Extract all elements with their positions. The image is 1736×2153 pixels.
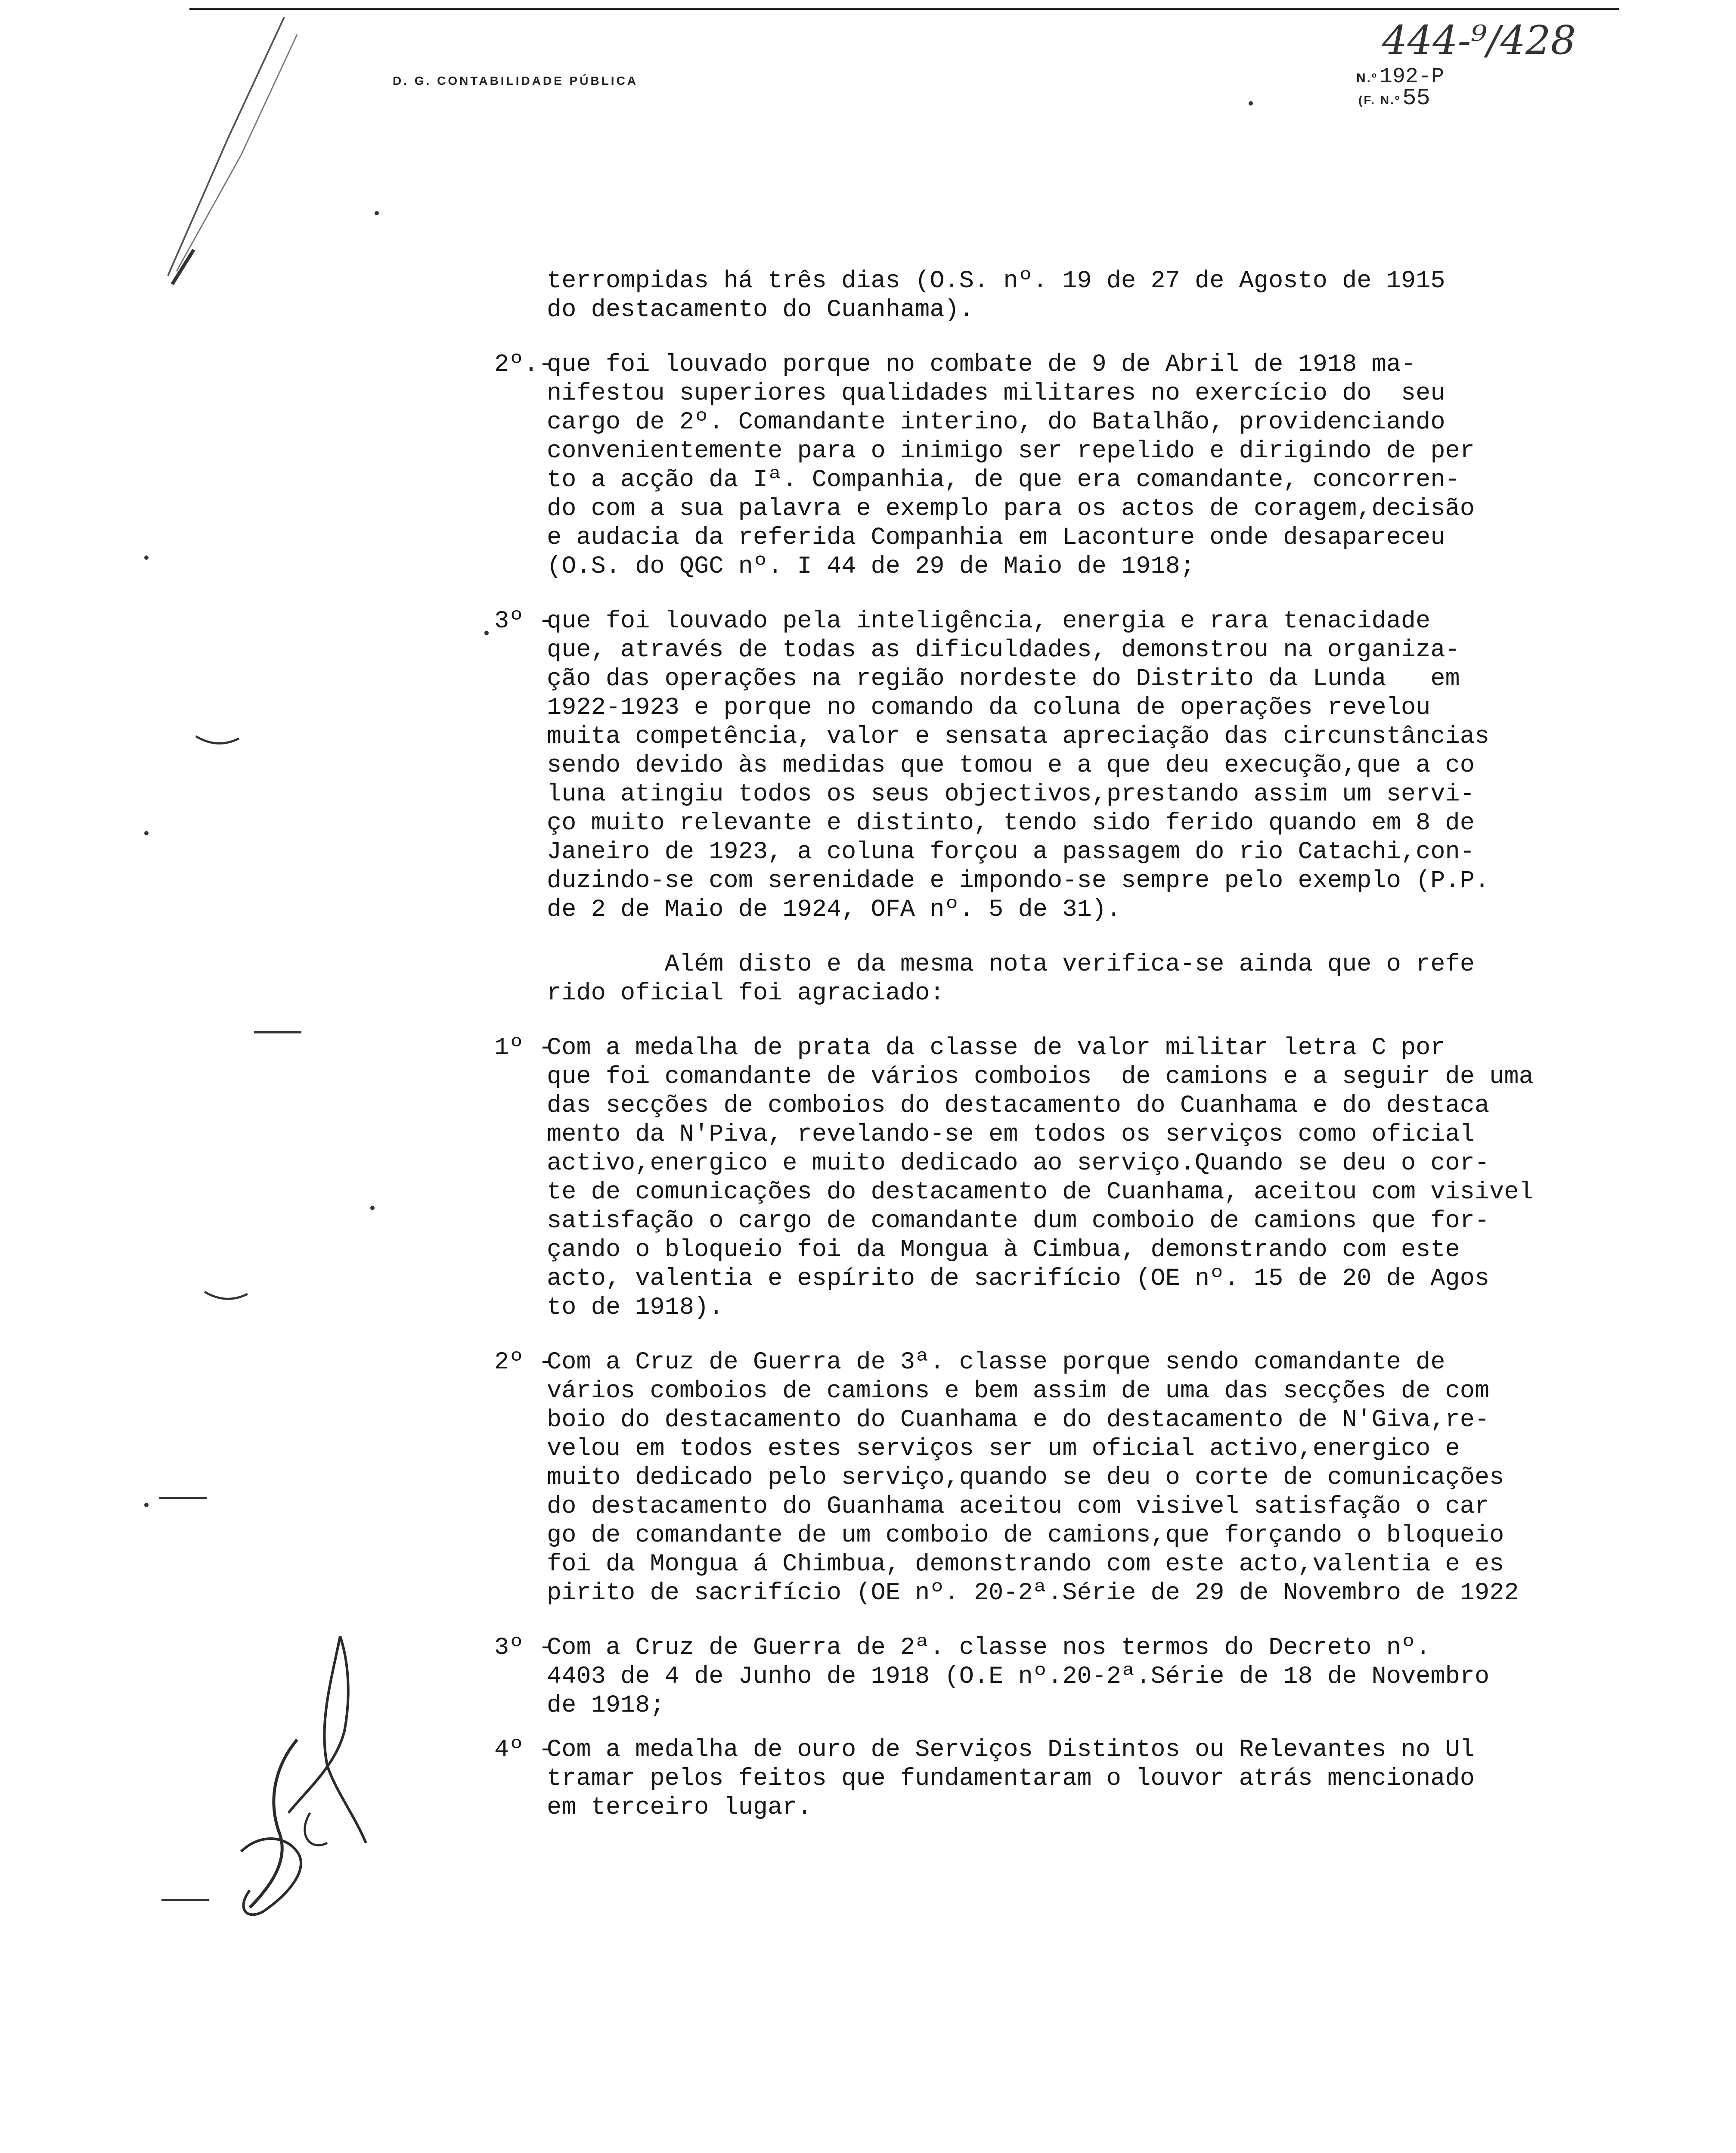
item-number: 3º - [494, 608, 553, 635]
margin-tick [159, 1497, 207, 1499]
margin-tick [254, 1031, 301, 1033]
text-line: ço muito relevante e distinto, tendo sido ferido quando em 8 de [547, 810, 1475, 837]
text-line: do destacamento do Cuanhama). [547, 296, 974, 324]
text-line: muita competência, valor e sensata apreciação das circunstâncias [547, 723, 1490, 751]
handwritten-reference: 444-⁹/428 [1382, 17, 1576, 63]
text-line: das secções de comboios do destacamento do Cuanhama e do destaca [547, 1092, 1490, 1120]
text-line: que foi comandante de vários comboios de camions e a seguir de uma [547, 1063, 1534, 1091]
text-line: go de comandante de um comboio de camions,que forçando o bloqueio [547, 1522, 1504, 1549]
text-line: çando o bloqueio foi da Mongua à Cimbua, demonstrando com este [547, 1236, 1460, 1264]
intro-paragraph [547, 950, 1597, 1008]
agraciamento-item-3 [494, 1634, 1597, 1720]
text-line: velou em todos estes serviços ser um oficial activo,energico e [547, 1435, 1460, 1463]
text-line: Com a medalha de prata da classe de valor militar letra C por [547, 1034, 1445, 1062]
scan-dot [1249, 101, 1253, 105]
text-line: nifestou superiores qualidades militares no exercício do seu [547, 380, 1445, 407]
text-line: que, através de todas as dificuldades, demonstrou na organiza- [547, 636, 1460, 664]
text-line: muito dedicado pelo serviço,quando se deu o corte de comunicações [547, 1464, 1504, 1492]
item-number: 4º - [494, 1736, 553, 1764]
text-line: Com a medalha de ouro de Serviços Distintos ou Relevantes no Ul [547, 1736, 1475, 1764]
text-line: rido oficial foi agraciado: [547, 980, 945, 1007]
scan-dot [144, 1503, 149, 1507]
item-number: 3º - [494, 1634, 553, 1662]
text-line: luna atingiu todos os seus objectivos,prestando assim um servi- [547, 781, 1475, 808]
text-line: do destacamento do Guanhama aceitou com visivel satisfação o car [547, 1493, 1490, 1520]
agraciamento-item-4 [494, 1736, 1597, 1822]
text-line: satisfação o cargo de comandante dum comboio de camions que for- [547, 1207, 1490, 1235]
text-line: duzindo-se com serenidade e impondo-se sempre pelo exemplo (P.P. [547, 867, 1490, 895]
text-line: (O.S. do QGC nº. I 44 de 29 de Maio de 1918; [547, 553, 1195, 580]
louvor-item-3 [494, 607, 1597, 924]
text-line: ção das operações na região nordeste do Distrito da Lunda em [547, 665, 1460, 693]
text-line: que foi louvado porque no combate de 9 de Abril de 1918 ma- [547, 351, 1416, 378]
louvor-item-2 [494, 351, 1597, 581]
text-line: mento da N'Piva, revelando-se em todos os serviços como oficial [547, 1121, 1475, 1148]
text-line: 4403 de 4 de Junho de 1918 (O.E nº.20-2ª.Série de 18 de Novembro [547, 1663, 1490, 1691]
text-line: 1922-1923 e porque no comando da coluna de operações revelou [547, 694, 1431, 722]
form-sub-label: (F. N.º [1358, 93, 1401, 107]
form-sub-value: 55 [1402, 85, 1430, 112]
handwritten-signature [224, 1610, 388, 1920]
text-line: te de comunicações do destacamento de Cuanhama, aceitou com visivel [547, 1179, 1534, 1206]
text-line: e audacia da referida Companhia em Laconture onde desapareceu [547, 524, 1445, 552]
text-line: Além disto e da mesma nota verifica-se ainda que o refe [547, 951, 1475, 978]
item-number: 2º - [494, 1349, 553, 1376]
text-line: de 2 de Maio de 1924, OFA nº. 5 de 31). [547, 896, 1122, 924]
text-line: sendo devido às medidas que tomou e a que deu execução,que a co [547, 752, 1475, 779]
agraciamento-item-2 [494, 1348, 1597, 1608]
text-line: cargo de 2º. Comandante interino, do Batalhão, providenciando [547, 409, 1445, 436]
text-line: Com a Cruz de Guerra de 3ª. classe porque sendo comandante de [547, 1349, 1445, 1376]
text-line: terrompidas há três dias (O.S. nº. 19 de 27 de Agosto de 1915 [547, 267, 1445, 295]
text-line: tramar pelos feitos que fundamentaram o louvor atrás mencionado [547, 1765, 1475, 1793]
text-line: vários comboios de camions e bem assim de uma das secções de com [547, 1377, 1490, 1405]
text-line: activo,energico e muito dedicado ao serviço.Quando se deu o cor- [547, 1150, 1490, 1177]
form-number-value: 192-P [1379, 65, 1444, 89]
text-line: boio do destacamento do Cuanhama e do destacamento de N'Giva,re- [547, 1406, 1490, 1434]
text-line: convenientemente para o inimigo ser repelido e dirigindo de per [547, 437, 1475, 465]
department-label: D. G. CONTABILIDADE PÚBLICA [393, 74, 639, 87]
scan-dot [484, 631, 489, 635]
margin-curve-mark [194, 732, 241, 749]
scan-dot [144, 555, 149, 560]
agraciamento-item-1 [494, 1034, 1597, 1322]
top-rule [189, 8, 1619, 10]
text-line: pirito de sacrifício (OE nº. 20-2ª.Série de 29 de Novembro de 1922 [547, 1579, 1519, 1607]
text-line: do com a sua palavra e exemplo para os actos de coragem,decisão [547, 495, 1475, 523]
text-line: acto, valentia e espírito de sacrifício (OE nº. 15 de 20 de Agos [547, 1265, 1490, 1293]
text-line: to a acção da Iª. Companhia, de que era comandante, concorren- [547, 466, 1460, 494]
document-body [494, 267, 1597, 1822]
scan-dot [144, 831, 149, 835]
text-line: de 1918; [547, 1692, 665, 1719]
text-line: Com a Cruz de Guerra de 2ª. classe nos termos do Decreto nº. [547, 1634, 1431, 1662]
form-sub-number [1358, 85, 1430, 112]
margin-curve-mark [202, 1287, 250, 1305]
item-number: 2º.- [494, 351, 553, 378]
margin-stroke-graphic [129, 9, 310, 310]
text-line: to de 1918). [547, 1294, 724, 1322]
item-number: 1º - [494, 1034, 553, 1062]
scan-dot [370, 1206, 375, 1210]
continuation-paragraph [547, 267, 1597, 325]
text-line: foi da Mongua á Chimbua, demonstrando com este acto,valentia e es [547, 1551, 1504, 1578]
text-line: que foi louvado pela inteligência, energia e rara tenacidade [547, 608, 1431, 635]
text-line: em terceiro lugar. [547, 1794, 812, 1821]
text-line: Janeiro de 1923, a coluna forçou a passagem do rio Catachi,con- [547, 838, 1475, 866]
form-number-label: N.º [1356, 71, 1378, 85]
scan-dot [375, 211, 379, 215]
margin-tick [161, 1899, 209, 1901]
